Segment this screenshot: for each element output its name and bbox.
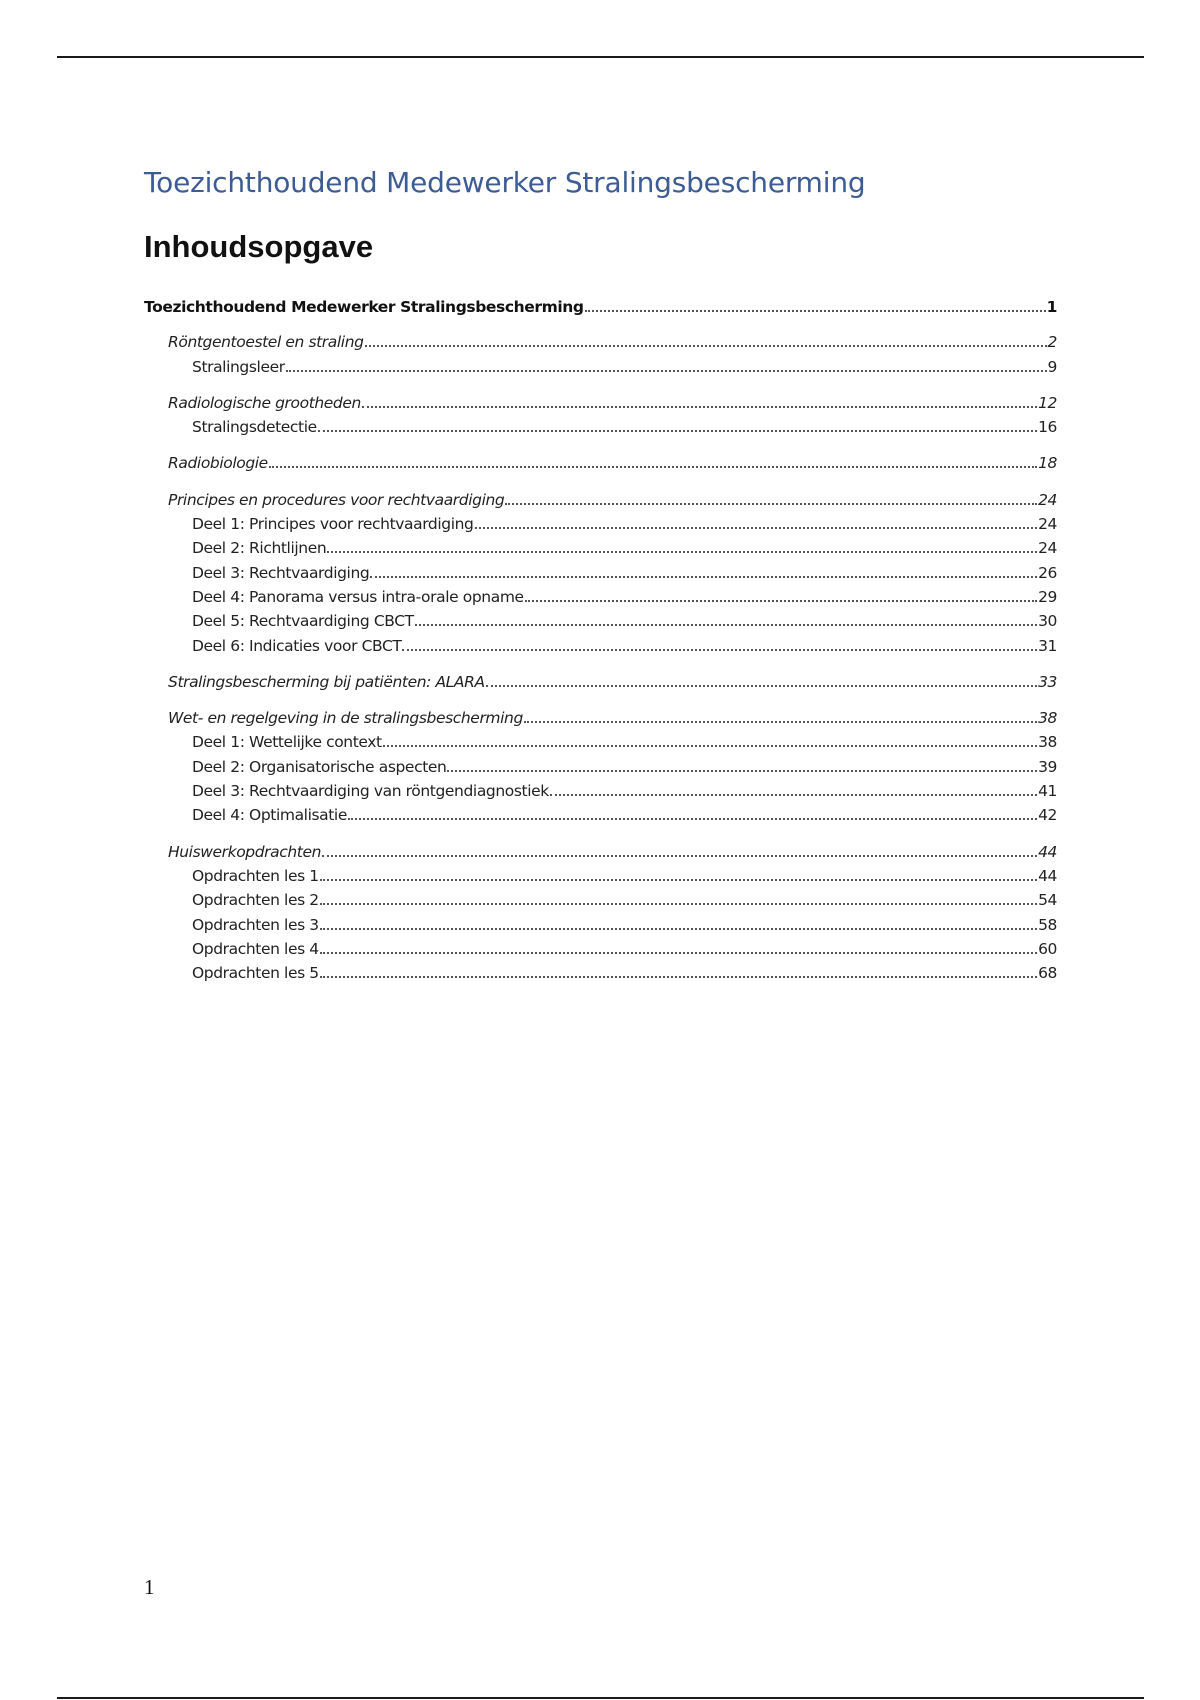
toc-entry-page: 33: [1038, 672, 1057, 691]
header-rule: [57, 56, 1144, 58]
toc-dot-leader: [320, 886, 1037, 905]
toc-entry-page: 41: [1038, 782, 1057, 801]
toc-dot-leader: [320, 959, 1037, 978]
toc-dot-leader: [402, 632, 1037, 651]
toc-entry[interactable]: [144, 668, 1057, 692]
toc-entry[interactable]: [144, 959, 1057, 983]
toc-dot-leader: [322, 838, 1037, 857]
toc-entry[interactable]: [144, 353, 1057, 377]
toc-entry-page: 24: [1038, 539, 1057, 558]
toc-heading: Inhoudsopgave: [144, 229, 374, 264]
toc-dot-leader: [383, 728, 1037, 747]
toc-entry[interactable]: [144, 607, 1057, 631]
page-number: 1: [144, 1575, 155, 1599]
toc-entry-title: Deel 4: Optimalisatie: [192, 806, 347, 825]
toc-entry-page: 29: [1038, 587, 1057, 606]
toc-dot-leader: [525, 583, 1037, 602]
toc-entry[interactable]: [144, 583, 1057, 607]
toc-entry[interactable]: [144, 534, 1057, 558]
toc-entry-page: 18: [1038, 454, 1057, 473]
toc-entry-title: Röntgentoestel en straling: [168, 333, 364, 352]
toc-entry-page: 39: [1038, 757, 1057, 776]
toc-entry-title: Opdrachten les 5: [192, 964, 319, 983]
toc-entry-title: Deel 5: Rechtvaardiging CBCT: [192, 612, 414, 631]
toc-dot-leader: [524, 704, 1037, 723]
toc-dot-leader: [327, 534, 1037, 553]
toc-entry[interactable]: [144, 753, 1057, 777]
toc-dot-leader: [320, 935, 1037, 954]
toc-entry-title: Radiobiologie: [168, 454, 268, 473]
toc-dot-leader: [320, 911, 1037, 930]
toc-entry[interactable]: [144, 293, 1057, 317]
toc-dot-leader: [447, 753, 1037, 772]
toc-entry[interactable]: [144, 632, 1057, 656]
toc-entry-title: Radiologische grootheden: [168, 393, 361, 412]
toc-entry[interactable]: [144, 389, 1057, 413]
toc-entry-page: 42: [1038, 806, 1057, 825]
footer-rule: [57, 1697, 1144, 1699]
toc-entry-title: Stralingsdetectie: [192, 418, 317, 437]
toc-entry-title: Deel 1: Wettelijke context: [192, 733, 382, 752]
toc-entry-page: 2: [1047, 333, 1057, 352]
toc-dot-leader: [475, 510, 1038, 529]
toc-entry-title: Deel 2: Richtlijnen: [192, 539, 327, 558]
toc-dot-leader: [365, 328, 1047, 347]
toc-entry-page: 16: [1038, 418, 1057, 437]
toc-entry-page: 44: [1038, 842, 1057, 861]
toc-entry[interactable]: [144, 486, 1057, 510]
toc-entry[interactable]: [144, 559, 1057, 583]
toc-entry[interactable]: [144, 862, 1057, 886]
toc-entry-page: 44: [1038, 866, 1057, 885]
document-title: Toezichthoudend Medewerker Stralingsbescherming: [144, 166, 866, 199]
table-of-contents: [144, 293, 1057, 983]
toc-entry[interactable]: [144, 413, 1057, 437]
toc-entry[interactable]: [144, 886, 1057, 910]
toc-dot-leader: [505, 486, 1037, 505]
toc-entry-page: 68: [1038, 964, 1057, 983]
toc-entry-title: Toezichthoudend Medewerker Stralingsbescherming: [144, 298, 584, 316]
toc-entry[interactable]: [144, 728, 1057, 752]
toc-entry[interactable]: [144, 510, 1057, 534]
toc-entry-page: 38: [1038, 709, 1057, 728]
toc-dot-leader: [370, 559, 1037, 578]
toc-entry-page: 24: [1038, 515, 1057, 534]
toc-entry[interactable]: [144, 704, 1057, 728]
toc-entry-page: 12: [1038, 393, 1057, 412]
toc-dot-leader: [415, 607, 1037, 626]
toc-dot-leader: [320, 862, 1037, 881]
toc-entry-page: 60: [1038, 939, 1057, 958]
toc-entry-title: Wet- en regelgeving in de stralingsbescherming: [168, 709, 523, 728]
toc-dot-leader: [348, 801, 1037, 820]
toc-entry[interactable]: [144, 801, 1057, 825]
toc-entry-page: 31: [1038, 636, 1057, 655]
toc-entry-title: Deel 6: Indicaties voor CBCT: [192, 636, 402, 655]
toc-entry-page: 9: [1047, 357, 1057, 376]
toc-entry-title: Opdrachten les 1: [192, 866, 319, 885]
toc-entry[interactable]: [144, 935, 1057, 959]
toc-entry-title: Opdrachten les 4: [192, 939, 319, 958]
toc-entry[interactable]: [144, 911, 1057, 935]
toc-dot-leader: [318, 413, 1037, 432]
toc-dot-leader: [585, 293, 1046, 312]
toc-entry-title: Principes en procedures voor rechtvaardiging: [168, 490, 505, 509]
toc-entry-page: 54: [1038, 891, 1057, 910]
toc-entry-page: 58: [1038, 915, 1057, 934]
toc-entry[interactable]: [144, 449, 1057, 473]
toc-dot-leader: [362, 389, 1037, 408]
toc-dot-leader: [286, 353, 1047, 372]
toc-entry[interactable]: [144, 328, 1057, 352]
toc-entry-title: Deel 1: Principes voor rechtvaardiging: [192, 515, 474, 534]
toc-entry-page: 26: [1038, 563, 1057, 582]
toc-dot-leader: [550, 777, 1037, 796]
toc-entry[interactable]: [144, 777, 1057, 801]
toc-entry-title: Huiswerkopdrachten: [168, 842, 322, 861]
toc-entry-page: 1: [1046, 298, 1057, 316]
toc-entry-page: 30: [1038, 612, 1057, 631]
toc-entry-title: Deel 3: Rechtvaardiging: [192, 563, 370, 582]
toc-entry-title: Deel 3: Rechtvaardiging van röntgendiagnostiek: [192, 782, 549, 801]
toc-entry-page: 24: [1038, 490, 1057, 509]
toc-entry-title: Opdrachten les 3: [192, 915, 319, 934]
toc-entry-title: Deel 4: Panorama versus intra-orale opname: [192, 587, 524, 606]
toc-dot-leader: [269, 449, 1037, 468]
toc-entry-page: 38: [1038, 733, 1057, 752]
toc-entry-title: Stralingsleer: [192, 357, 285, 376]
toc-entry-title: Opdrachten les 2: [192, 891, 319, 910]
toc-entry-title: Deel 2: Organisatorische aspecten: [192, 757, 447, 776]
toc-entry[interactable]: [144, 838, 1057, 862]
toc-dot-leader: [486, 668, 1037, 687]
toc-entry-title: Stralingsbescherming bij patiënten: ALARA: [168, 672, 485, 691]
